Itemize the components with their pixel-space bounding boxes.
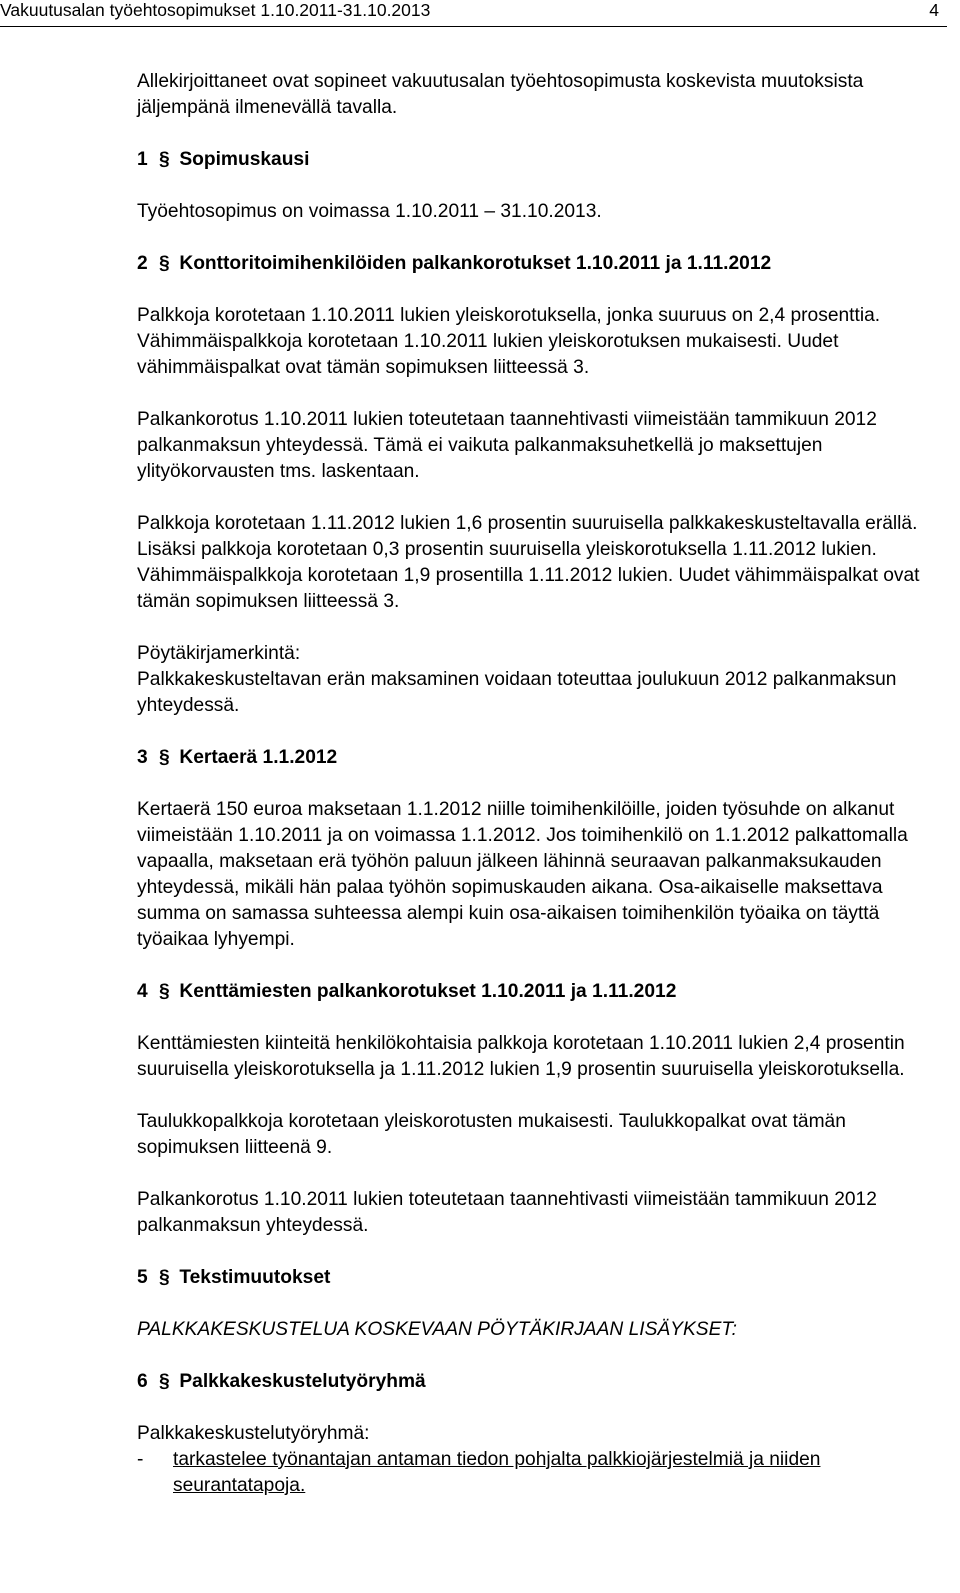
document-title: Vakuutusalan työehtosopimukset 1.10.2011-31.10.2013 [0, 0, 431, 20]
intro-paragraph: Allekirjoittaneet ovat sopineet vakuutusalan työehtosopimusta koskevista muutoksista jäljempänä ilmenevällä tavalla. [137, 71, 864, 118]
section-5-heading [137, 1265, 937, 1291]
section-2-paragraph-3: Palkkoja korotetaan 1.11.2012 lukien 1,6 prosentin suuruisella palkkakeskusteltavalla erällä. Lisäksi palkkoja korotetaan 0,3 prosentin suuruisella yleiskorotuksella 1.11.2012 lukien. Vähimmäispalkkoja korotetaan 1,9 prosentilla 1.11.2012 lukien. Uudet vähimmäispalkat ovat tämän sopimuksen liitteessä 3. [137, 513, 920, 612]
section-number: 2 [137, 253, 148, 274]
section-5-paragraph-1: PALKKAKESKUSTELUA KOSKEVAAN PÖYTÄKIRJAAN LISÄYKSET: [137, 1319, 737, 1340]
section-1-paragraph-1: Työehtosopimus on voimassa 1.10.2011 – 31.10.2013. [137, 201, 602, 222]
section-symbol: § [159, 1267, 170, 1288]
section-symbol: § [159, 1371, 170, 1392]
section-title: Kenttämiesten palkankorotukset 1.10.2011 ja 1.11.2012 [179, 981, 677, 1002]
section-number: 3 [137, 747, 148, 768]
section-title: Sopimuskausi [179, 149, 310, 170]
section-4-paragraph-2: Taulukkopalkkoja korotetaan yleiskorotusten mukaisesti. Taulukkopalkat ovat tämän sopimuksen liitteenä 9. [137, 1111, 846, 1158]
protocol-note-text: Palkkakeskusteltavan erän maksaminen voidaan toteuttaa joulukuun 2012 palkanmaksun yhteydessä. [137, 669, 897, 716]
list-bullet: - [137, 1449, 144, 1470]
section-title: Palkkakeskustelutyöryhmä [179, 1371, 426, 1392]
section-title: Konttoritoimihenkilöiden palkankorotukset 1.10.2011 ja 1.11.2012 [179, 253, 772, 274]
section-3-heading [137, 745, 937, 771]
section-number: 5 [137, 1267, 148, 1288]
page-header [0, 0, 947, 27]
page-number: 4 [929, 0, 939, 20]
protocol-note-label: Pöytäkirjamerkintä: [137, 643, 301, 664]
section-symbol: § [159, 747, 170, 768]
section-symbol: § [159, 253, 170, 274]
section-number: 1 [137, 149, 148, 170]
section-2-paragraph-2: Palkankorotus 1.10.2011 lukien toteutetaan taannehtivasti viimeistään tammikuun 2012 palkanmaksun yhteydessä. Tämä ei vaikuta palkanmaksuhetkellä jo maksettujen ylityökorvausten tms. laskentaan. [137, 409, 877, 482]
section-4-paragraph-1: Kenttämiesten kiinteitä henkilökohtaisia palkkoja korotetaan 1.10.2011 lukien 2,4 prosentin suuruisella yleiskorotuksella ja 1.11.2012 lukien 1,9 prosentin suuruisella yleiskorotuksella. [137, 1033, 905, 1080]
section-2-heading [137, 251, 937, 277]
working-group-label: Palkkakeskustelutyöryhmä: [137, 1423, 370, 1444]
section-title: Tekstimuutokset [179, 1267, 331, 1288]
section-title: Kertaerä 1.1.2012 [179, 747, 338, 768]
section-4-paragraph-3: Palkankorotus 1.10.2011 lukien toteutetaan taannehtivasti viimeistään tammikuun 2012 palkanmaksun yhteydessä. [137, 1189, 877, 1236]
section-symbol: § [159, 149, 170, 170]
section-symbol: § [159, 981, 170, 1002]
section-number: 6 [137, 1371, 148, 1392]
section-6-heading [137, 1369, 937, 1395]
section-3-paragraph-1: Kertaerä 150 euroa maksetaan 1.1.2012 niille toimihenkilöille, joiden työsuhde on alkanut viimeistään 1.10.2011 ja on voimassa 1.1.2012. Jos toimihenkilö on 1.1.2012 palkattomalla vapaalla, maksetaan erä työhön paluun jälkeen lähinnä seuraavan palkanmaksukauden yhteydessä, mikäli hän palaa työhön sopimuskauden aikana. Osa-aikaiselle maksettava summa on samassa suhteessa alempi kuin osa-aikaisen toimihenkilön työaika on täyttä työaikaa lyhyempi. [137, 799, 908, 950]
section-1-heading [137, 147, 937, 173]
list-item [137, 1447, 937, 1499]
document-body [137, 69, 937, 1499]
section-4-heading [137, 979, 937, 1005]
section-number: 4 [137, 981, 148, 1002]
list-item-text: tarkastelee työnantajan antaman tiedon pohjalta palkkiojärjestelmiä ja niiden seurantatapoja. [173, 1449, 821, 1496]
section-2-paragraph-1: Palkkoja korotetaan 1.10.2011 lukien yleiskorotuksella, jonka suuruus on 2,4 prosenttia. Vähimmäispalkkoja korotetaan 1.10.2011 lukien yleiskorotuksen mukaisesti. Uudet vähimmäispalkat ovat tämän sopimuksen liitteessä 3. [137, 305, 881, 378]
